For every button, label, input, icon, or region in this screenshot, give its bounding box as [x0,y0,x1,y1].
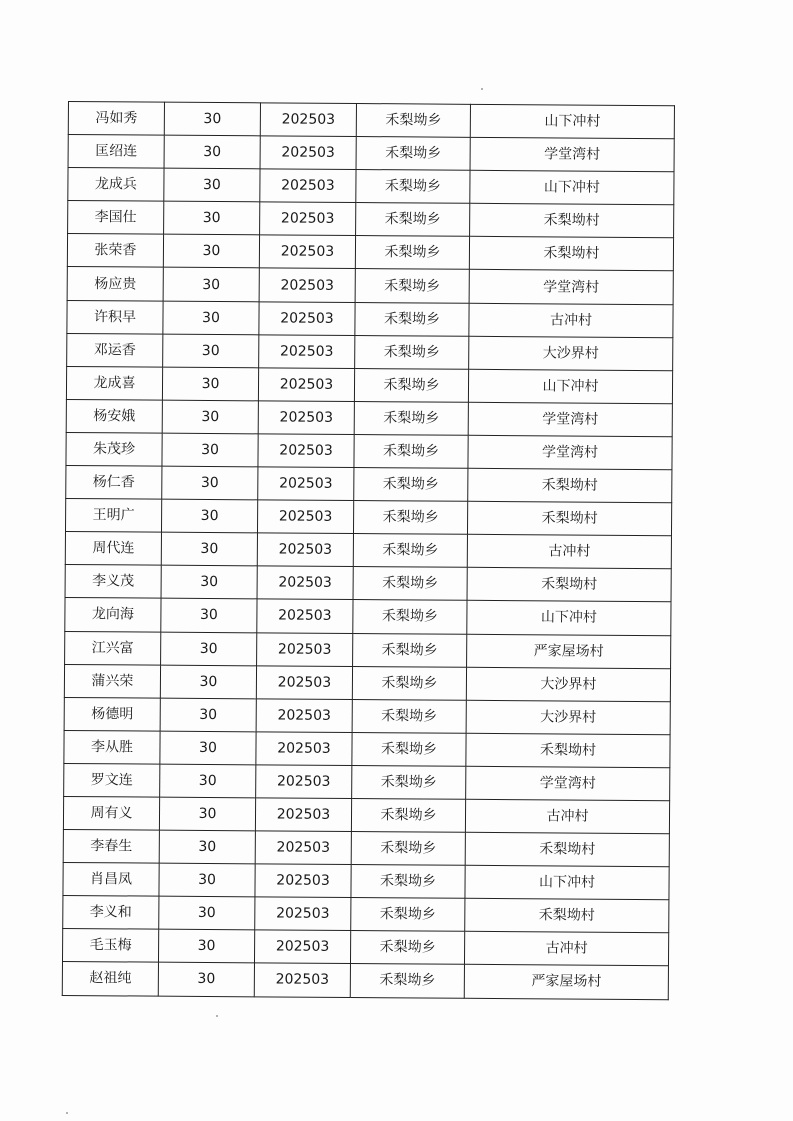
table-row [64,697,670,734]
township-cell: 禾梨坳乡 [354,368,468,402]
name-cell: 肖昌凤 [63,863,159,897]
village-cell: 古冲村 [467,535,671,570]
village-cell: 禾梨坳村 [470,204,674,239]
table-row [65,631,671,668]
name-cell: 邓运香 [67,333,163,367]
table-row [68,201,674,238]
name-cell: 蒲兴荣 [64,664,160,698]
table-row [63,863,669,900]
name-cell: 杨应贵 [67,267,163,301]
name-cell: 赵祖纯 [62,962,158,996]
village-cell: 学堂湾村 [469,270,673,305]
name-cell: 匡绍连 [68,135,164,169]
township-cell: 禾梨坳乡 [350,931,464,965]
village-cell: 山下冲村 [465,865,669,900]
village-cell: 山下冲村 [467,601,671,636]
name-cell: 杨安娥 [66,399,162,433]
amount-cell: 30 [161,599,257,633]
table-row [63,896,669,933]
period-cell: 202503 [258,368,354,402]
amount-cell: 30 [161,532,257,566]
table-row [66,466,672,503]
township-cell: 禾梨坳乡 [356,203,470,237]
period-cell: 202503 [257,632,353,666]
township-cell: 禾梨坳乡 [353,633,467,667]
name-cell: 李春生 [63,830,159,864]
township-cell: 禾梨坳乡 [352,699,466,733]
period-cell: 202503 [255,897,351,931]
name-cell: 张荣香 [67,234,163,268]
village-cell: 古冲村 [464,932,668,967]
village-cell: 大沙界村 [466,700,670,735]
period-cell: 202503 [254,963,350,997]
table-row [68,135,674,172]
table-row [65,532,671,569]
amount-cell: 30 [162,466,258,500]
name-cell: 许积早 [67,300,163,334]
name-cell: 李义茂 [65,565,161,599]
name-cell: 李义和 [63,896,159,930]
name-cell: 杨仁香 [66,466,162,500]
amount-cell: 30 [158,929,254,963]
township-cell: 禾梨坳乡 [353,501,467,535]
table-row [63,830,669,867]
amount-cell: 30 [159,896,255,930]
period-cell: 202503 [255,864,351,898]
amount-cell: 30 [164,135,260,169]
amount-cell: 30 [163,268,259,302]
amount-cell: 30 [164,201,260,235]
period-cell: 202503 [258,401,354,435]
period-cell: 202503 [257,500,353,534]
roster-table-body [62,102,674,1000]
amount-cell: 30 [164,102,260,136]
village-cell: 禾梨坳村 [468,468,672,503]
amount-cell: 30 [160,698,256,732]
period-cell: 202503 [256,699,352,733]
name-cell: 李从胜 [64,730,160,764]
scan-speck [66,1112,68,1114]
amount-cell: 30 [161,565,257,599]
table-row [65,598,671,635]
table-row [67,333,673,370]
amount-cell: 30 [162,367,258,401]
name-cell: 龙成兵 [68,168,164,202]
table-row [66,366,672,403]
name-cell: 毛玉梅 [62,929,158,963]
period-cell: 202503 [257,599,353,633]
period-cell: 202503 [255,831,351,865]
township-cell: 禾梨坳乡 [351,832,465,866]
period-cell: 202503 [256,765,352,799]
village-cell: 禾梨坳村 [469,237,673,272]
township-cell: 禾梨坳乡 [353,600,467,634]
amount-cell: 30 [159,863,255,897]
amount-cell: 30 [164,168,260,202]
table-row [67,234,673,271]
village-cell: 山下冲村 [468,369,672,404]
period-cell: 202503 [259,334,355,368]
period-cell: 202503 [259,235,355,269]
township-cell: 禾梨坳乡 [356,104,470,138]
township-cell: 禾梨坳乡 [351,798,465,832]
name-cell: 冯如秀 [68,102,164,136]
township-cell: 禾梨坳乡 [350,964,464,998]
name-cell: 朱茂珍 [66,432,162,466]
township-cell: 禾梨坳乡 [355,302,469,336]
scan-speck [481,88,483,90]
village-cell: 古冲村 [469,303,673,338]
village-cell: 山下冲村 [470,170,674,205]
name-cell: 李国仕 [68,201,164,235]
amount-cell: 30 [160,764,256,798]
name-cell: 江兴富 [65,631,161,665]
scan-speck [216,1015,218,1017]
township-cell: 禾梨坳乡 [353,567,467,601]
amount-cell: 30 [163,235,259,269]
village-cell: 学堂湾村 [466,766,670,801]
table-row [68,168,674,205]
township-cell: 禾梨坳乡 [356,170,470,204]
name-cell: 龙向海 [65,598,161,632]
period-cell: 202503 [256,665,352,699]
name-cell: 周代连 [65,532,161,566]
period-cell: 202503 [260,202,356,236]
village-cell: 严家屋场村 [464,965,668,1000]
amount-cell: 30 [159,830,255,864]
amount-cell: 30 [161,499,257,533]
township-cell: 禾梨坳乡 [353,534,467,568]
township-cell: 禾梨坳乡 [355,335,469,369]
township-cell: 禾梨坳乡 [354,401,468,435]
village-cell: 大沙界村 [469,336,673,371]
table-row [63,796,669,833]
table-row [64,664,670,701]
table-row [67,300,673,337]
village-cell: 禾梨坳村 [465,832,669,867]
period-cell: 202503 [260,169,356,203]
period-cell: 202503 [260,136,356,170]
period-cell: 202503 [257,566,353,600]
amount-cell: 30 [158,963,254,997]
township-cell: 禾梨坳乡 [355,236,469,270]
village-cell: 禾梨坳村 [465,899,669,934]
period-cell: 202503 [257,533,353,567]
name-cell: 王明广 [65,499,161,533]
table-row [62,929,668,966]
township-cell: 禾梨坳乡 [355,269,469,303]
period-cell: 202503 [259,268,355,302]
village-cell: 禾梨坳村 [466,733,670,768]
village-cell: 古冲村 [465,799,669,834]
period-cell: 202503 [259,301,355,335]
village-cell: 学堂湾村 [470,137,674,172]
township-cell: 禾梨坳乡 [356,137,470,171]
village-cell: 禾梨坳村 [467,501,671,536]
period-cell: 202503 [258,467,354,501]
village-cell: 严家屋场村 [467,634,671,669]
township-cell: 禾梨坳乡 [352,666,466,700]
township-cell: 禾梨坳乡 [351,865,465,899]
name-cell: 罗文连 [64,763,160,797]
name-cell: 杨德明 [64,697,160,731]
village-cell: 大沙界村 [466,667,670,702]
period-cell: 202503 [255,798,351,832]
amount-cell: 30 [163,334,259,368]
township-cell: 禾梨坳乡 [354,434,468,468]
amount-cell: 30 [162,400,258,434]
table-row [68,102,674,139]
township-cell: 禾梨坳乡 [352,732,466,766]
village-cell: 学堂湾村 [468,402,672,437]
table-row [66,432,672,469]
name-cell: 龙成喜 [66,366,162,400]
amount-cell: 30 [160,665,256,699]
amount-cell: 30 [162,433,258,467]
township-cell: 禾梨坳乡 [354,468,468,502]
village-cell: 山下冲村 [470,104,674,139]
table-row [62,962,668,999]
village-cell: 学堂湾村 [468,435,672,470]
table-row [65,499,671,536]
period-cell: 202503 [256,732,352,766]
table-row [67,267,673,304]
amount-cell: 30 [159,797,255,831]
amount-cell: 30 [160,731,256,765]
period-cell: 202503 [258,434,354,468]
period-cell: 202503 [254,930,350,964]
township-cell: 禾梨坳乡 [351,898,465,932]
name-cell: 周有义 [63,796,159,830]
period-cell: 202503 [260,103,356,137]
table-row [64,763,670,800]
table-row [66,399,672,436]
table-row [64,730,670,767]
village-cell: 禾梨坳村 [467,568,671,603]
roster-table [62,101,675,1000]
roster-table-wrapper [62,101,669,1000]
amount-cell: 30 [161,632,257,666]
township-cell: 禾梨坳乡 [352,765,466,799]
amount-cell: 30 [163,301,259,335]
table-row [65,565,671,602]
